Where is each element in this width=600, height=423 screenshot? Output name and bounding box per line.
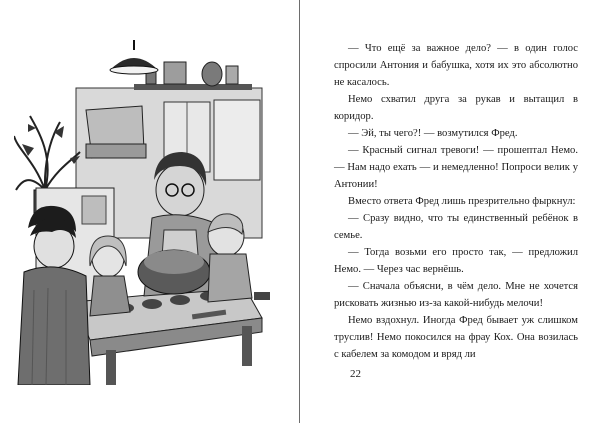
paragraph: — Сразу видно, что ты единственный ребёнок в семье.: [334, 213, 578, 241]
page-gutter: [299, 0, 300, 423]
kitchen-illustration: [14, 40, 272, 385]
paragraph: — Сначала объясни, в чём дело. Мне не хочется рисковать жизнью из-за какой-нибудь мелочи!: [334, 281, 578, 309]
paragraph: Немо схватил друга за рукав и вытащил в коридор.: [334, 94, 578, 122]
paragraph: — Что ещё за важное дело? — в один голос спросили Антония и бабушка, хотя их это абсолютно не касалось.: [334, 43, 578, 88]
paragraph: Немо вздохнул. Иногда Фред бывает уж слишком труслив! Немо покосился на фрау Кох. Она возилась с кабелем за комодом и вряд ли: [334, 315, 578, 360]
paragraph: — Тогда возьми его просто так, — предложил Немо. — Через час вернёшь.: [334, 247, 578, 275]
paragraph: Вместо ответа Фред лишь презрительно фыркнул:: [348, 196, 576, 207]
paragraph: — Эй, ты чего?! — возмутился Фред.: [348, 128, 518, 139]
page-text: [334, 40, 578, 363]
page-number: 22: [350, 368, 361, 380]
paragraph: — Красный сигнал тревоги! — прошептал Немо. — Нам надо ехать — и немедленно! Попроси велик у Антонии!: [334, 145, 578, 190]
